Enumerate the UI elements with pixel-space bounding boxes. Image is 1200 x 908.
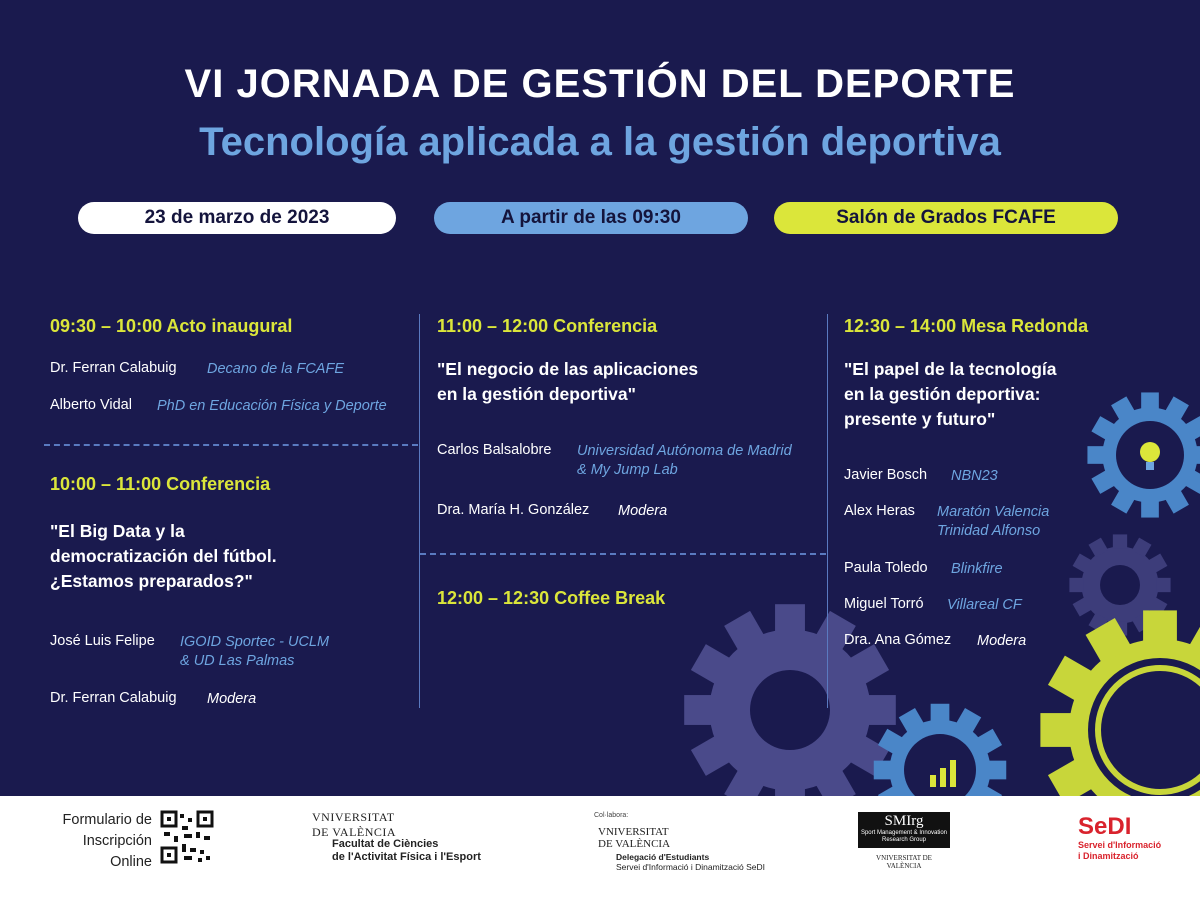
- speaker-name: Paula Toledo: [844, 560, 928, 576]
- delegacio-line: Delegació d'Estudiants: [616, 852, 710, 862]
- session-time: 09:30 – 10:00 Acto inaugural: [50, 316, 293, 336]
- session-time: 11:00 – 12:00 Conferencia: [437, 316, 658, 336]
- speaker-role-line: Maratón Valencia: [937, 504, 1050, 520]
- speaker-role: [577, 442, 792, 480]
- sedi-subtitle: i Dinamització: [1078, 851, 1139, 861]
- talk-title: [844, 357, 1057, 432]
- speaker-name: Miguel Torró: [844, 596, 924, 612]
- speaker-role-line: IGOID Sportec - UCLM: [180, 634, 330, 650]
- university-name: DE VALÈNCIA: [598, 838, 671, 850]
- speaker-name: Alex Heras: [844, 503, 915, 519]
- faculty-name-line: de l'Activitat Física i l'Esport: [332, 851, 481, 863]
- speaker-row: [437, 442, 792, 478]
- speaker-row: [437, 502, 668, 519]
- collaborates-label: Col·labora:: [594, 812, 629, 819]
- faculty-name: [332, 838, 481, 864]
- speaker-role: PhD en Educación Física y Deporte: [157, 398, 387, 414]
- speaker-row: [844, 467, 998, 484]
- speaker-role: Villareal CF: [947, 597, 1022, 613]
- speaker-name: José Luis Felipe: [50, 633, 155, 649]
- speaker-name: Dr. Ferran Calabuig: [50, 690, 177, 706]
- speaker-row: [844, 596, 1022, 613]
- venue-badge: Salón de Grados FCAFE: [774, 202, 1118, 234]
- session-time: 10:00 – 11:00 Conferencia: [50, 474, 271, 494]
- delegacio-line: Servei d'Informació i Dinamització SeDI: [616, 862, 766, 872]
- smirg-university: VNIVERSITAT DE VALÈNCIA: [876, 854, 932, 870]
- speaker-row: [50, 397, 387, 414]
- column-divider: [827, 314, 828, 708]
- registration-label-line: Inscripción: [82, 833, 152, 849]
- sedi-title: SeDI: [1078, 813, 1132, 840]
- speaker-name: Alberto Vidal: [50, 397, 132, 413]
- sponsors-footer: [0, 796, 1200, 908]
- column-divider: [419, 314, 420, 708]
- talk-title-line: "El negocio de las aplicaciones: [437, 359, 699, 379]
- speaker-name: Dr. Ferran Calabuig: [50, 360, 177, 376]
- speaker-name: Carlos Balsalobre: [437, 442, 552, 458]
- talk-title-line: democratización del fútbol.: [50, 546, 277, 566]
- speaker-role-line: & UD Las Palmas: [180, 653, 295, 669]
- speaker-role-line: Trinidad Alfonso: [937, 523, 1041, 539]
- delegacio-logo: [598, 826, 670, 850]
- speaker-row: [50, 633, 330, 669]
- university-name: VNIVERSITAT: [312, 810, 395, 824]
- speaker-role: Blinkfire: [951, 561, 1003, 577]
- delegacio-name: [616, 852, 765, 872]
- speaker-row: [50, 360, 345, 377]
- talk-title: [437, 357, 698, 407]
- speaker-name: Dra. María H. González: [437, 502, 590, 518]
- talk-title-line: presente y futuro": [844, 409, 996, 429]
- smirg-title: SMIrg: [884, 813, 924, 829]
- speaker-role-line: Universidad Autónoma de Madrid: [577, 443, 792, 459]
- time-badge: A partir de las 09:30: [434, 202, 748, 234]
- event-title: VI JORNADA DE GESTIÓN DEL DEPORTE: [184, 62, 1016, 106]
- session-time: 12:00 – 12:30 Coffee Break: [437, 588, 666, 608]
- speaker-row: [844, 560, 1003, 577]
- speaker-role: [937, 503, 1049, 541]
- university-name: VNIVERSITAT: [598, 826, 669, 838]
- speaker-row: [844, 503, 1050, 539]
- fcafe-logo: [312, 810, 396, 840]
- speaker-row: [50, 690, 257, 707]
- speaker-name: Dra. Ana Gómez: [844, 632, 952, 648]
- registration-label-line: Online: [110, 854, 152, 870]
- speaker-role-line: & My Jump Lab: [577, 462, 678, 478]
- smirg-logo: [858, 812, 950, 848]
- registration-form-label: [40, 810, 152, 873]
- talk-title-line: en la gestión deportiva": [437, 384, 636, 404]
- smirg-subtitle: Sport Management & Innovation: [860, 830, 948, 836]
- speaker-role: [180, 633, 329, 671]
- registration-label-line: Formulario de: [62, 812, 152, 828]
- speaker-role: Modera: [618, 503, 668, 519]
- speaker-name: Javier Bosch: [844, 467, 928, 483]
- faculty-name-line: Facultat de Ciències: [332, 838, 439, 850]
- speaker-role: Modera: [207, 691, 257, 707]
- speaker-role: NBN23: [951, 468, 998, 484]
- section-divider: [44, 444, 418, 446]
- smirg-subtitle: Research Group: [881, 837, 927, 843]
- university-name: DE VALÈNCIA: [312, 825, 397, 839]
- speaker-role: Decano de la FCAFE: [207, 361, 345, 377]
- date-badge: 23 de marzo de 2023: [78, 202, 396, 234]
- event-subtitle: Tecnología aplicada a la gestión deportiva: [199, 120, 1001, 164]
- talk-title-line: ¿Estamos preparados?": [50, 571, 253, 591]
- sedi-logo: [1078, 814, 1161, 862]
- sedi-subtitle: Servei d'Informació: [1078, 840, 1162, 850]
- talk-title-line: "El papel de la tecnología: [844, 359, 1057, 379]
- session-time: 12:30 – 14:00 Mesa Redonda: [844, 316, 1089, 336]
- speaker-row: [844, 632, 1027, 649]
- speaker-role: Modera: [977, 633, 1027, 649]
- qr-code-icon[interactable]: [160, 810, 214, 864]
- talk-title-line: "El Big Data y la: [50, 521, 185, 541]
- section-divider: [420, 553, 826, 555]
- talk-title: [50, 519, 277, 594]
- talk-title-line: en la gestión deportiva:: [844, 384, 1041, 404]
